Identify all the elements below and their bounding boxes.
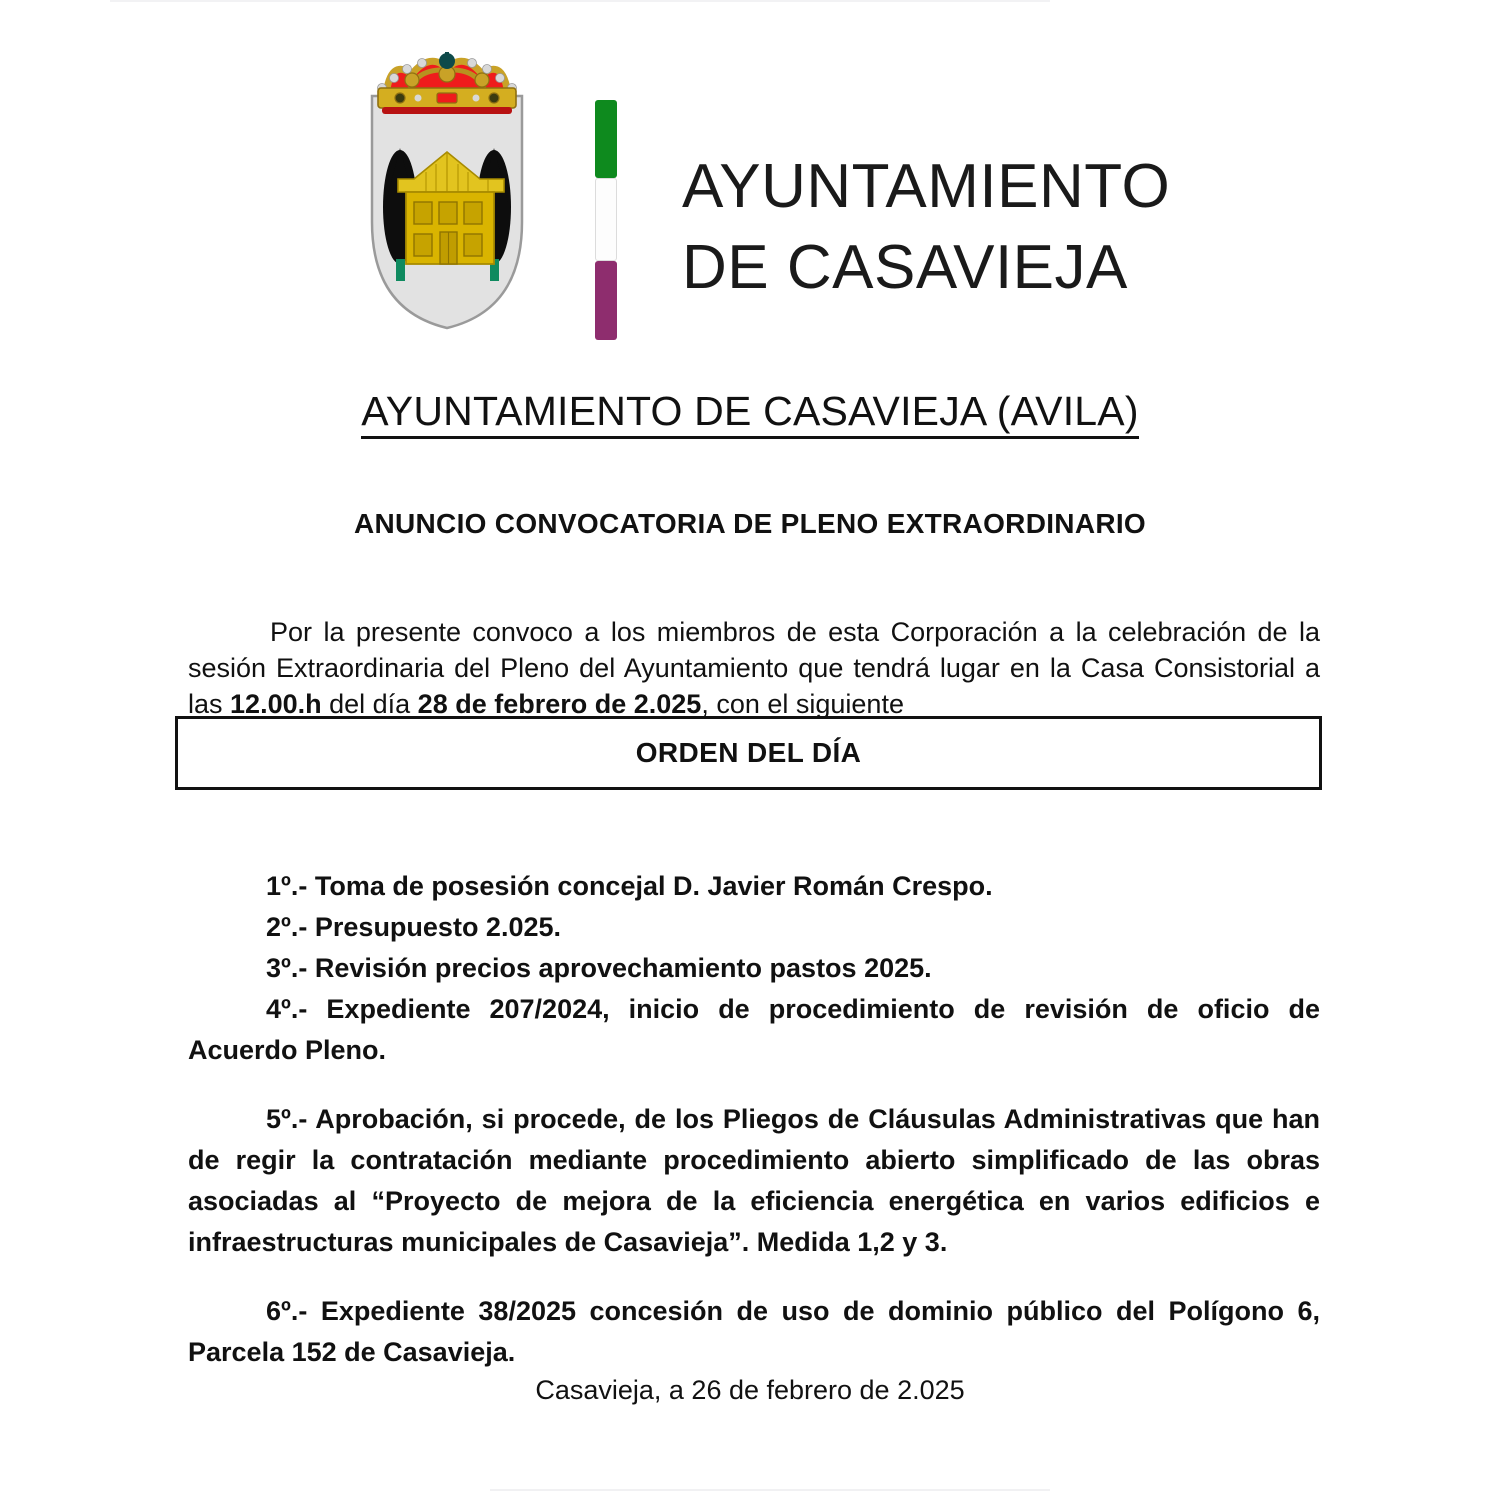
logo-wordmark-line1: AYUNTAMIENTO (682, 152, 1171, 221)
agenda-item-6-text: Expediente 38/2025 concesión de uso de dominio público del Polígono 6, Parcela 152 de Casavieja. (188, 1296, 1320, 1367)
coat-of-arms-icon (352, 52, 542, 342)
logo-wordmark (682, 147, 1170, 308)
agenda-list (188, 866, 1320, 1373)
agenda-item-4 (188, 989, 1320, 1071)
agenda-item-1-text: Toma de posesión concejal D. Javier Román Crespo. (314, 871, 993, 901)
agenda-item-2 (188, 907, 1320, 948)
agenda-item-2-number: 2º.- (266, 912, 308, 942)
page-title (0, 388, 1500, 435)
agenda-item-3-text: Revisión precios aprovechamiento pastos 2025. (314, 953, 932, 983)
page-bottom-edge-line (490, 1489, 1050, 1491)
agenda-item-1-number: 1º.- (266, 871, 308, 901)
bar-segment-purple (595, 261, 617, 340)
agenda-item-4-number: 4º.- (266, 994, 308, 1024)
intro-paragraph (188, 614, 1320, 722)
agenda-item-5-text: Aprobación, si procede, de los Pliegos de Cláusulas Administrativas que han de regir la contratación mediante procedimiento abierto simplificado de las obras asociadas al “Proyecto de mejora de la eficiencia energética en varios edificios e infraestructuras municipales de Casavieja”. Medida 1,2 y 3. (188, 1104, 1321, 1257)
intro-time: 12.00.h (230, 689, 322, 719)
intro-part1: Por la presente convoco a los miembros de esta Corporación a la celebración de la sesión Extraordinaria del Pleno del Ayuntamiento que tendrá lugar en la Casa Consistorial a las (188, 617, 1320, 719)
page-subtitle: ANUNCIO CONVOCATORIA DE PLENO EXTRAORDINARIO (353, 508, 1147, 539)
agenda-item-2-text: Presupuesto 2.025. (314, 912, 562, 942)
agenda-item-3 (188, 948, 1320, 989)
agenda-item-6-number: 6º.- (266, 1296, 308, 1326)
logo-wordmark-line2: DE CASAVIEJA (682, 232, 1128, 302)
agenda-item-6 (188, 1291, 1320, 1373)
page-title-text: AYUNTAMIENTO DE CASAVIEJA (AVILA) (361, 388, 1138, 439)
orden-del-dia-label: ORDEN DEL DÍA (635, 737, 862, 768)
letterhead-logo (352, 52, 1171, 347)
intro-part3: , con el siguiente (701, 689, 904, 719)
intro-part2: del día (321, 689, 418, 719)
intro-date: 28 de febrero de 2.025 (417, 689, 702, 719)
orden-del-dia-box (175, 716, 1322, 790)
agenda-item-3-number: 3º.- (266, 953, 308, 983)
agenda-item-1 (188, 866, 1320, 907)
agenda-item-4-text: Expediente 207/2024, inicio de procedimiento de revisión de oficio de Acuerdo Pleno. (188, 994, 1320, 1065)
bar-segment-green (595, 100, 617, 178)
agenda-item-5 (188, 1099, 1320, 1263)
footer-date-line: Casavieja, a 26 de febrero de 2.025 (535, 1375, 965, 1405)
bar-segment-white (595, 178, 617, 261)
page-top-edge-line (110, 0, 1050, 2)
agenda-item-5-number: 5º.- (266, 1104, 308, 1134)
tricolor-bar-icon (595, 100, 617, 340)
